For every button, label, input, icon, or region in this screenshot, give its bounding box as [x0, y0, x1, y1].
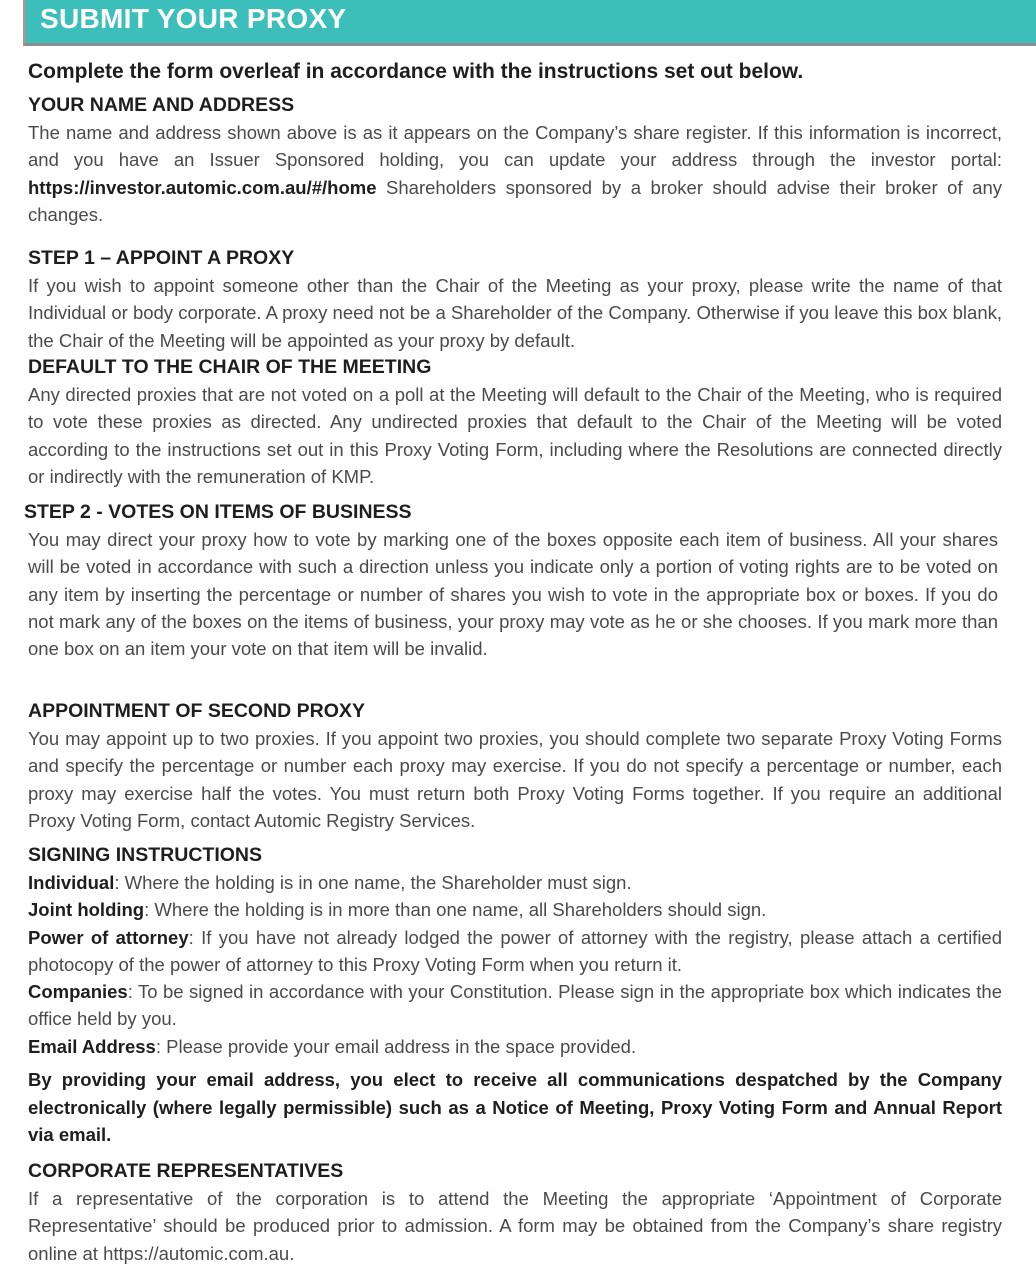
corporate-heading: CORPORATE REPRESENTATIVES	[28, 1160, 344, 1182]
second-proxy-heading: APPOINTMENT OF SECOND PROXY	[28, 700, 365, 722]
name-address-section	[28, 91, 1002, 228]
second-proxy-section	[28, 697, 1002, 834]
signing-sep: :	[144, 899, 155, 921]
name-address-text-after: Shareholders sponsored by a broker should advise their broker of any changes.	[28, 176, 1002, 225]
name-address-text-before: The name and address shown above is as it appears on the Company’s share register. If this information is incorrect, and you have an Issuer Sponsored holding, you can update your address through the investor portal:	[28, 122, 1002, 171]
signing-item-individual	[28, 869, 1002, 896]
signing-sep: :	[114, 872, 125, 893]
step1-text: If you wish to appoint someone other than the Chair of the Meeting as your proxy, please write the name of that Individual or body corporate. A proxy need not be a Shareholder of the Company. Otherwise if you leave this box blank, the Chair of the Meeting will be appointed as your proxy by default.	[28, 275, 1002, 351]
step2-text: You may direct your proxy how to vote by marking one of the boxes opposite each item of business. All your shares will be voted in accordance with such a direction unless you indicate only a portion of voting rights are to be voted on any item by inserting the percentage or number of shares you wish to vote in the appropriate box or boxes. If you do not mark any of the boxes on the items of business, your proxy may vote as he or she chooses. If you mark more than one box on an item your vote on that item will be invalid.	[28, 529, 998, 660]
signing-label: Power of attorney	[28, 926, 189, 948]
intro-text: Complete the form overleaf in accordance with the instructions set out below.	[28, 60, 804, 83]
signing-text: If you have not already lodged the power of attorney with the registry, please attach a certified photocopy of the power of attorney to this Proxy Voting Form when you return it.	[28, 926, 1003, 975]
signing-item-companies	[28, 978, 1002, 1033]
name-address-heading: YOUR NAME AND ADDRESS	[28, 94, 295, 116]
step2-section	[24, 498, 998, 662]
signing-text: Where the holding is in more than one name, all Shareholders should sign.	[154, 899, 767, 921]
signing-label: Companies	[28, 981, 128, 1003]
step1-section	[28, 244, 1002, 354]
signing-sep: :	[155, 1035, 167, 1057]
signing-item-email-address	[28, 1033, 1002, 1060]
signing-sep: :	[188, 926, 202, 948]
signing-label: Joint holding	[28, 899, 145, 921]
corporate-section	[28, 1157, 1002, 1267]
default-chair-heading: DEFAULT TO THE CHAIR OF THE MEETING	[28, 356, 432, 378]
investor-portal-link[interactable]: https://investor.automic.com.au/#/home	[28, 176, 377, 198]
signing-heading: SIGNING INSTRUCTIONS	[28, 844, 263, 866]
email-consent-notice: By providing your email address, you elect to receive all communications despatched by the Company electronically (where legally permissible) such as a Notice of Meeting, Proxy Voting Form and Annual Report via email.	[28, 1069, 1002, 1146]
corporate-text: If a representative of the corporation is to attend the Meeting the appropriate ‘Appointment of Corporate Representative’ should be produced prior to admission. A form may be obtained from the Company’s share registry online at https://automic.com.au.	[28, 1188, 1002, 1264]
signing-sep: :	[127, 981, 138, 1003]
signing-section	[28, 841, 1002, 1149]
step2-heading: STEP 2 - VOTES ON ITEMS OF BUSINESS	[24, 501, 412, 523]
signing-text: To be signed in accordance with your Constitution. Please sign in the appropriate box which indicates the office held by you.	[28, 981, 1002, 1030]
step1-heading: STEP 1 – APPOINT A PROXY	[28, 247, 295, 269]
signing-label: Individual	[28, 872, 115, 893]
section-banner	[23, 0, 1036, 46]
default-chair-section	[28, 353, 1002, 490]
signing-label: Email Address	[28, 1035, 156, 1057]
second-proxy-text: You may appoint up to two proxies. If you appoint two proxies, you should complete two separate Proxy Voting Forms and specify the percentage or number each proxy may exercise. If you do not specify a percentage or number, each proxy may exercise half the votes. You must return both Proxy Voting Forms together. If you require an additional Proxy Voting Form, contact Automic Registry Services.	[28, 728, 1002, 831]
signing-item-power-of-attorney	[28, 924, 1002, 979]
default-chair-text: Any directed proxies that are not voted on a poll at the Meeting will default to the Chair of the Meeting, who is required to vote these proxies as directed. Any undirected proxies that default to the Chair of the Meeting will be voted according to the instructions set out in this Proxy Voting Form, including where the Resolutions are connected directly or indirectly with the remuneration of KMP.	[28, 384, 1002, 487]
signing-text: Where the holding is in one name, the Shareholder must sign.	[124, 872, 632, 893]
signing-item-joint-holding	[28, 896, 1002, 923]
signing-text: Please provide your email address in the space provided.	[166, 1035, 637, 1057]
name-address-text	[28, 119, 1002, 228]
banner-title: SUBMIT YOUR PROXY	[40, 3, 347, 34]
